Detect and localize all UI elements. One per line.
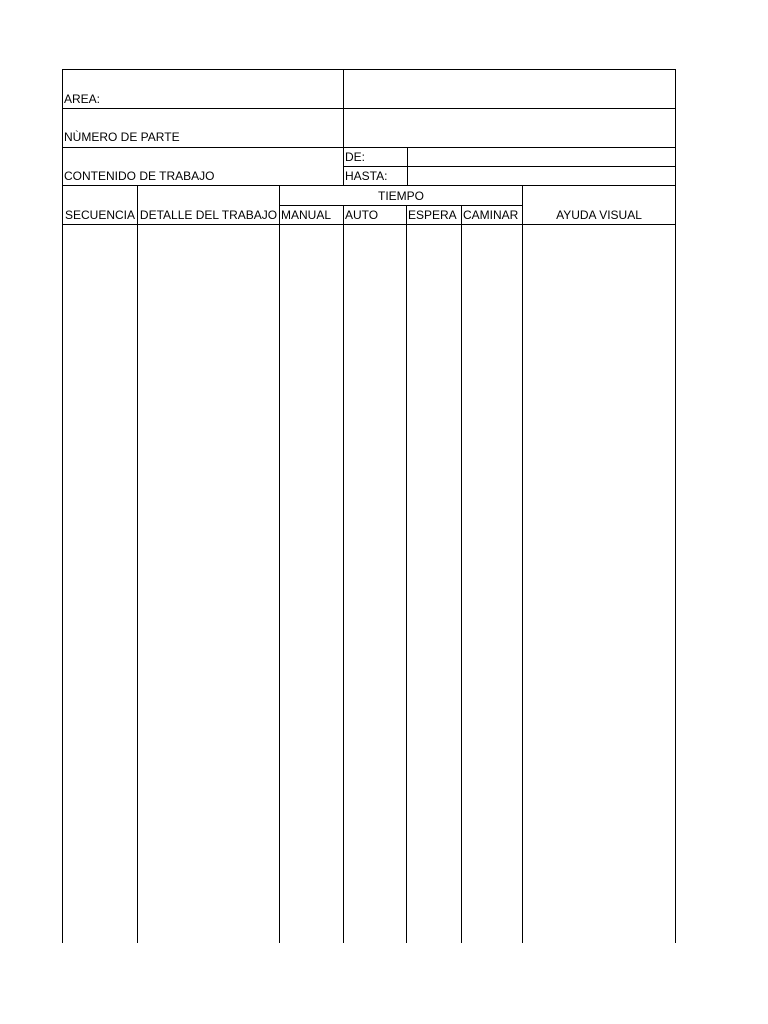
col-divider-3 (343, 205, 344, 943)
time-group-bottom-line (279, 205, 523, 206)
header-value-divider (343, 69, 344, 186)
part-number-bottom-line (62, 147, 676, 148)
col-divider-5 (461, 205, 462, 943)
from-label: DE: (345, 150, 366, 164)
work-content-label: CONTENIDO DE TRABAJO (64, 169, 215, 183)
column-header-manual: MANUAL (281, 208, 332, 222)
time-group-header: TIEMPO (377, 189, 424, 203)
right-border (675, 69, 676, 943)
column-header-wait: ESPERA (408, 208, 457, 222)
column-header-auto: AUTO (345, 208, 379, 222)
top-border (62, 69, 676, 70)
col-divider-2 (279, 185, 280, 943)
date-value-divider (407, 147, 408, 186)
column-header-sequence: SECUENCIA (64, 208, 135, 222)
work-content-bottom-line (62, 185, 676, 186)
from-bottom-line (343, 166, 676, 167)
column-header-visual-aid: AYUDA VISUAL (556, 208, 642, 222)
part-number-label: NÙMERO DE PARTE (64, 130, 180, 144)
to-label: HASTA: (345, 169, 388, 183)
col-divider-6 (522, 185, 523, 943)
col-divider-1 (137, 185, 138, 943)
col-divider-4 (406, 205, 407, 943)
column-header-bottom-line (62, 224, 676, 225)
left-border (62, 69, 63, 943)
column-header-walk: CAMINAR (463, 208, 519, 222)
column-header-work-detail: DETALLE DEL TRABAJO (139, 208, 278, 222)
area-bottom-line (62, 108, 676, 109)
area-label: AREA: (64, 92, 101, 106)
